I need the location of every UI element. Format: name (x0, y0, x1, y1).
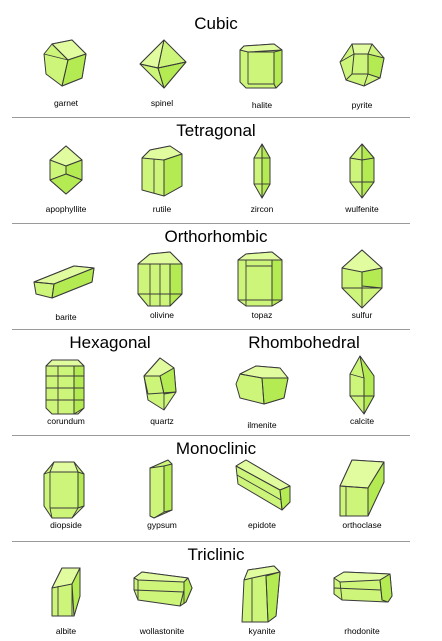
crystal-wollastonite (122, 566, 202, 640)
mineral-label: epidote (248, 520, 276, 530)
mineral-label: topaz (251, 310, 273, 320)
section-divider (12, 435, 410, 436)
olivine-crystal-icon (134, 250, 190, 308)
mineral-label: orthoclase (342, 520, 382, 530)
mineral-label: wollastonite (139, 626, 185, 636)
crystal-kyanite (222, 566, 302, 640)
rutile-crystal-icon (134, 144, 190, 202)
section-divider (12, 117, 410, 118)
garnet-crystal-icon (38, 38, 94, 96)
mineral-label: ilmenite (247, 420, 277, 430)
diopside-crystal-icon (38, 460, 94, 518)
crystal-apophyllite (26, 144, 106, 218)
crystal-olivine (122, 250, 202, 324)
crystal-rhodonite (322, 566, 402, 640)
epidote-crystal-icon (234, 460, 290, 518)
mineral-label: corundum (47, 416, 85, 426)
mineral-label: zircon (250, 204, 274, 214)
quartz-crystal-icon (134, 356, 190, 414)
mineral-label: halite (251, 100, 273, 110)
crystal-wulfenite (322, 144, 402, 218)
crystal-topaz (222, 250, 302, 324)
barite-crystal-icon (38, 252, 94, 310)
mineral-label: barite (55, 312, 77, 322)
section-divider (12, 223, 410, 224)
rhodonite-crystal-icon (334, 566, 390, 624)
crystal-calcite (322, 356, 402, 430)
crystal-rutile (122, 144, 202, 218)
corundum-crystal-icon (38, 356, 94, 414)
section-divider (12, 329, 410, 330)
crystal-sulfur (322, 250, 402, 324)
wulfenite-crystal-icon (334, 144, 390, 202)
mineral-label: pyrite (351, 100, 373, 110)
orthoclase-crystal-icon (334, 460, 390, 518)
mineral-label: diopside (50, 520, 82, 530)
mineral-label: apophyllite (45, 204, 87, 214)
mineral-label: sulfur (351, 310, 373, 320)
topaz-crystal-icon (234, 250, 290, 308)
section-title-cubic: Cubic (194, 14, 238, 33)
mineral-label: garnet (53, 98, 79, 108)
apophyllite-crystal-icon (38, 144, 94, 202)
crystal-albite (26, 566, 106, 640)
crystal-quartz (122, 356, 202, 430)
mineral-label: albite (55, 626, 77, 636)
crystal-garnet (26, 38, 106, 112)
mineral-label: kyanite (248, 626, 276, 636)
section-divider (12, 541, 410, 542)
crystal-halite (222, 40, 302, 114)
crystal-ilmenite (222, 360, 302, 434)
spinel-crystal-icon (134, 38, 190, 96)
mineral-label: gypsum (147, 520, 177, 530)
crystal-diopside (26, 460, 106, 534)
crystal-orthoclase (322, 460, 402, 534)
mineral-label: spinel (150, 98, 174, 108)
ilmenite-crystal-icon (234, 360, 290, 418)
zircon-crystal-icon (234, 144, 290, 202)
mineral-label: wulfenite (345, 204, 379, 214)
mineral-label: quartz (150, 416, 174, 426)
kyanite-crystal-icon (234, 566, 290, 624)
section-title-hexagonal: Hexagonal (69, 333, 151, 352)
mineral-label: calcite (349, 416, 375, 426)
crystal-corundum (26, 356, 106, 430)
pyrite-crystal-icon (334, 40, 390, 98)
halite-crystal-icon (234, 40, 290, 98)
mineral-label: olivine (149, 310, 175, 320)
crystal-spinel (122, 38, 202, 112)
mineral-label: rhodonite (344, 626, 380, 636)
crystal-epidote (222, 460, 302, 534)
crystal-gypsum (122, 460, 202, 534)
sulfur-crystal-icon (334, 250, 390, 308)
section-title-rhombohedral: Rhombohedral (248, 333, 360, 352)
mineral-label: rutile (152, 204, 172, 214)
section-title-orthorhombic: Orthorhombic (164, 227, 268, 246)
wollastonite-crystal-icon (134, 566, 190, 624)
section-title-tetragonal: Tetragonal (176, 121, 256, 140)
section-title-monoclinic: Monoclinic (175, 439, 257, 458)
calcite-crystal-icon (334, 356, 390, 414)
crystal-barite (26, 252, 106, 326)
albite-crystal-icon (38, 566, 94, 624)
section-title-triclinic: Triclinic (187, 545, 245, 564)
crystal-pyrite (322, 40, 402, 114)
gypsum-crystal-icon (134, 460, 190, 518)
crystal-zircon (222, 144, 302, 218)
